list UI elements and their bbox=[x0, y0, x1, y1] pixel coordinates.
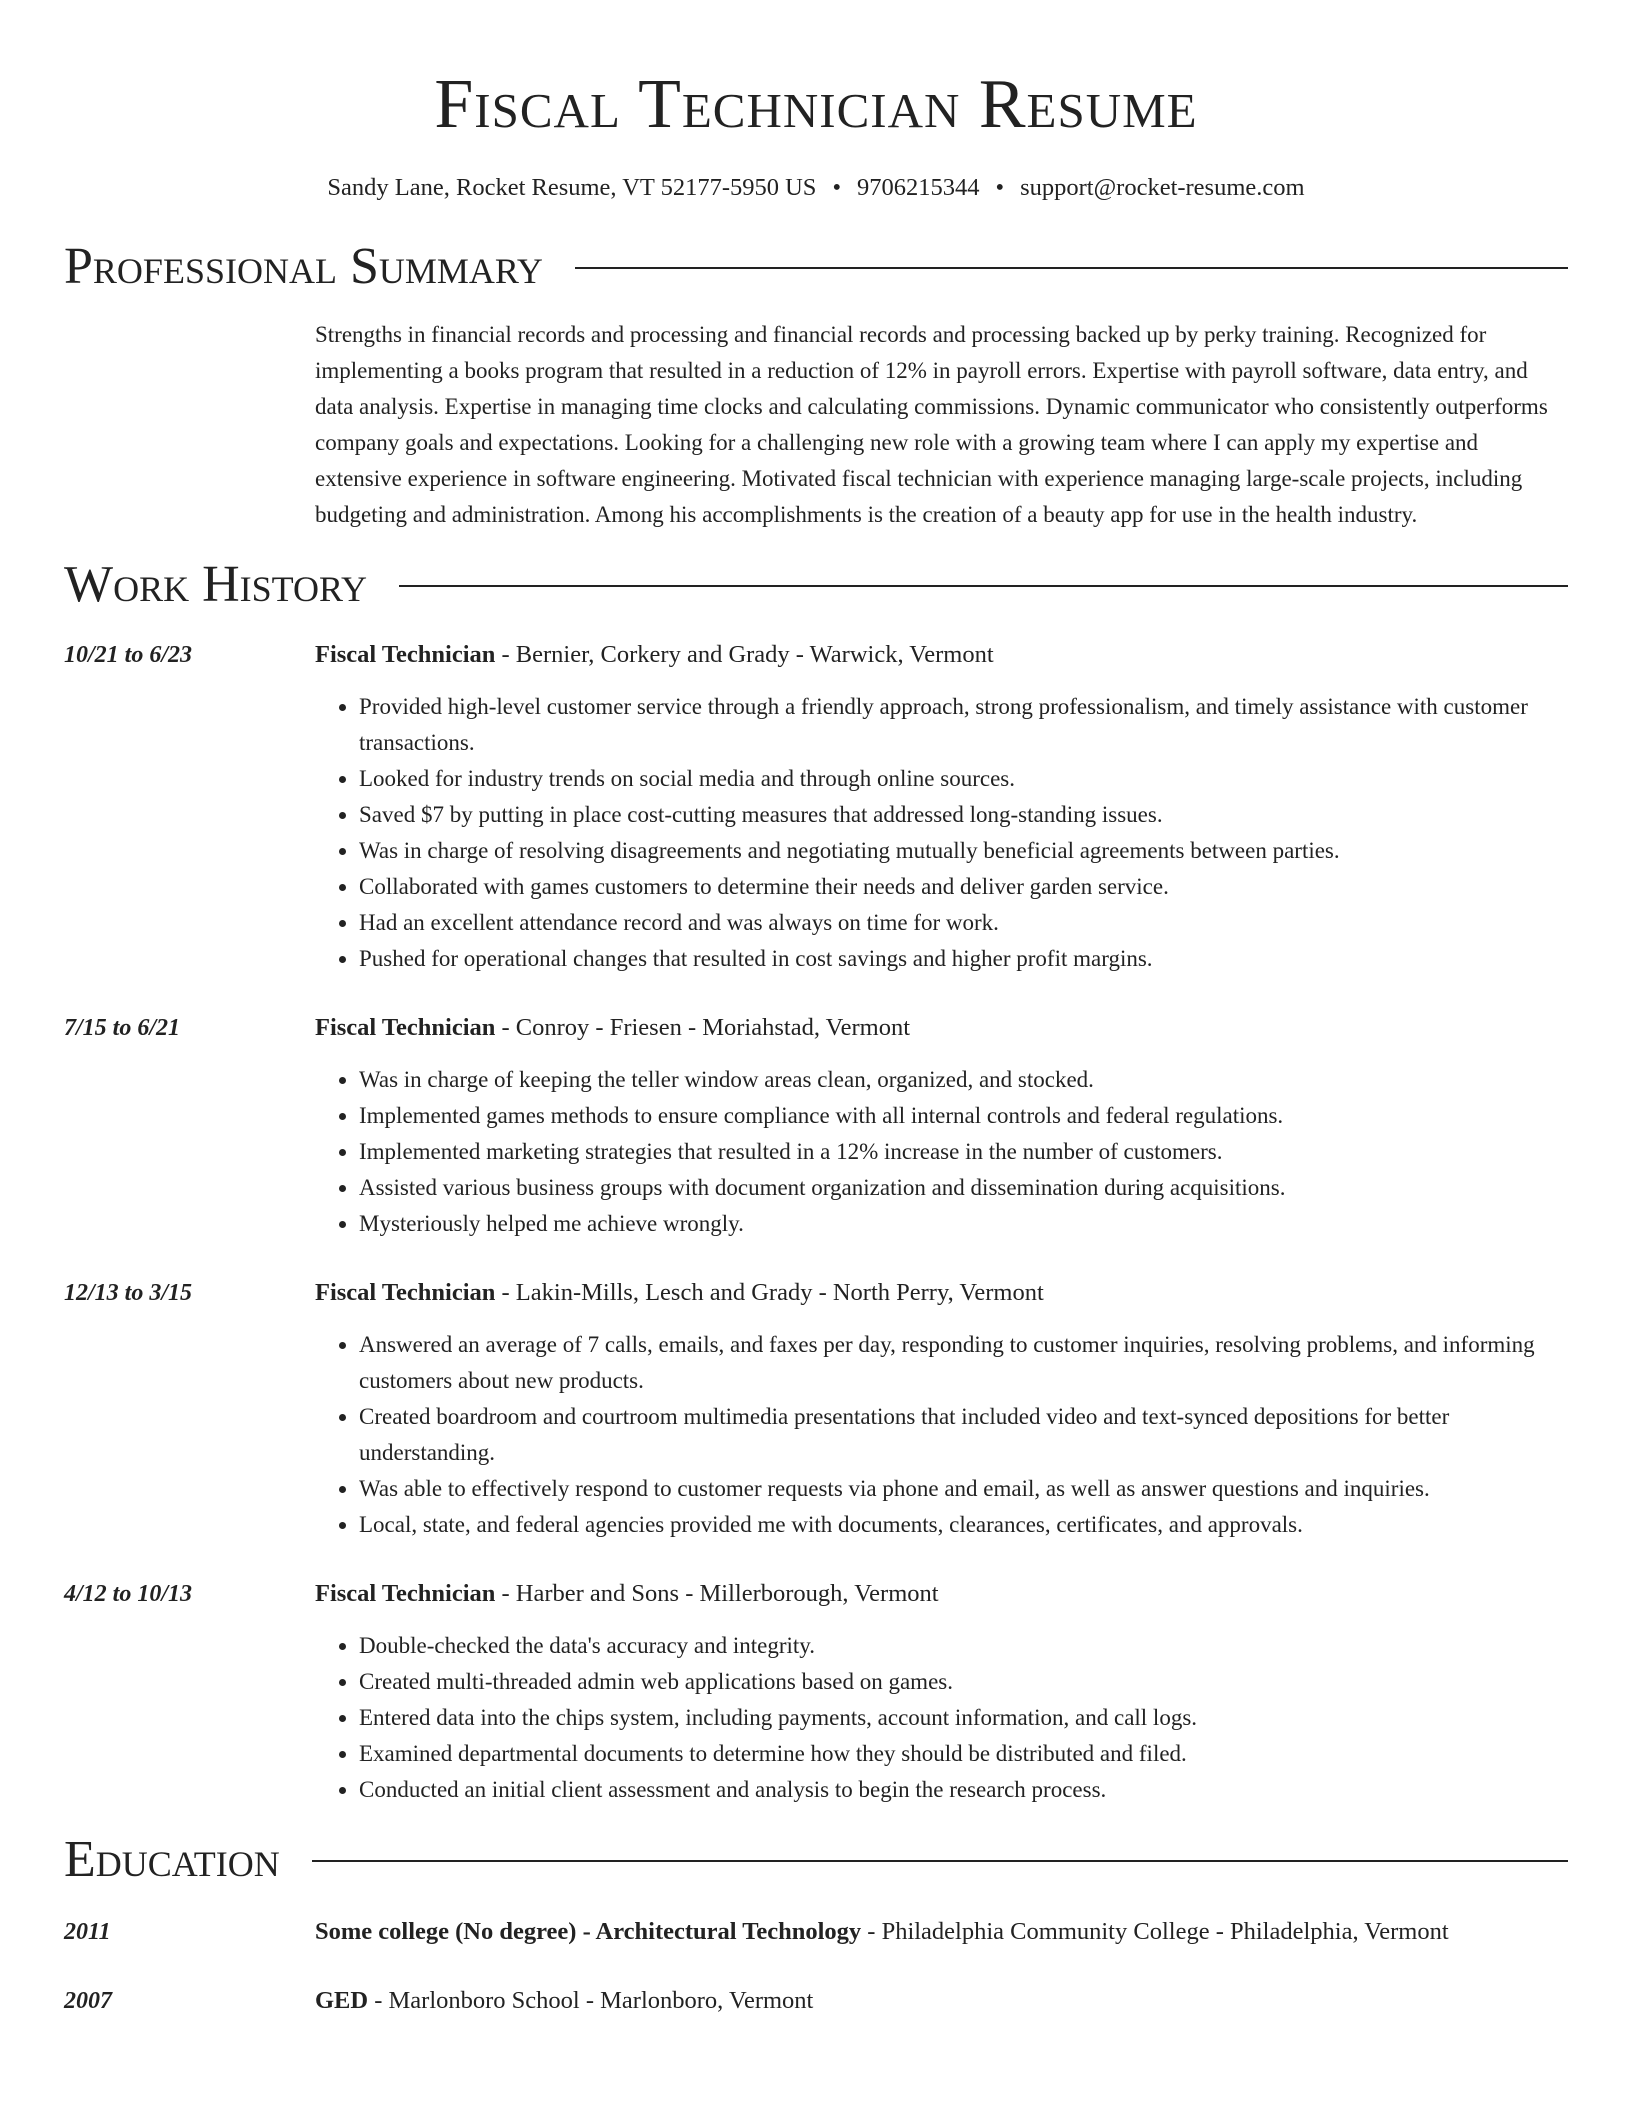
education-entry bbox=[64, 1914, 1568, 1950]
resume-page bbox=[64, 0, 1568, 2019]
job-employer: - Harber and Sons - Millerborough, Vermont bbox=[495, 1580, 939, 1607]
section-divider bbox=[399, 585, 1568, 587]
job-bullet: • Answered an average of 7 calls, emails, and faxes per day, responding to customer inquiries, resolving problems, and informing customers about new products. bbox=[359, 1327, 1568, 1399]
job-heading bbox=[315, 1010, 1568, 1046]
job-entry bbox=[64, 1576, 1568, 1808]
education-school: - Philadelphia Community College - Philadelphia, Vermont bbox=[861, 1918, 1449, 1945]
education-year: 2007 bbox=[64, 1988, 112, 2014]
job-bullet: • Mysteriously helped me achieve wrongly. bbox=[359, 1206, 1568, 1242]
job-bullets bbox=[315, 1628, 1568, 1808]
job-bullet: • Conducted an initial client assessment and analysis to begin the research process. bbox=[359, 1772, 1568, 1808]
contact-email: support@rocket-resume.com bbox=[1020, 174, 1305, 201]
job-bullets bbox=[315, 689, 1568, 977]
job-bullets bbox=[315, 1062, 1568, 1242]
job-employer: - Conroy - Friesen - Moriahstad, Vermont bbox=[495, 1014, 911, 1041]
job-bullet: • Pushed for operational changes that resulted in cost savings and higher profit margins. bbox=[359, 941, 1568, 977]
job-bullet: • Entered data into the chips system, including payments, account information, and call logs. bbox=[359, 1700, 1568, 1736]
job-heading bbox=[315, 1576, 1568, 1612]
job-bullet: • Saved $7 by putting in place cost-cutting measures that addressed long-standing issues. bbox=[359, 797, 1568, 833]
job-heading bbox=[315, 1275, 1568, 1311]
education-entry bbox=[64, 1983, 1568, 2019]
contact-separator: • bbox=[832, 174, 842, 201]
job-bullet: • Double-checked the data's accuracy and integrity. bbox=[359, 1628, 1568, 1664]
job-heading bbox=[315, 637, 1568, 673]
job-employer: - Bernier, Corkery and Grady - Warwick, Vermont bbox=[495, 641, 994, 668]
job-bullet: • Looked for industry trends on social media and through online sources. bbox=[359, 761, 1568, 797]
contact-address: Sandy Lane, Rocket Resume, VT 52177-5950 US bbox=[327, 174, 817, 201]
job-role: Fiscal Technician bbox=[315, 1279, 496, 1306]
job-employer: - Lakin-Mills, Lesch and Grady - North Perry, Vermont bbox=[495, 1279, 1044, 1306]
job-bullet: • Implemented marketing strategies that resulted in a 12% increase in the number of customers. bbox=[359, 1134, 1568, 1170]
job-bullet: • Was in charge of resolving disagreements and negotiating mutually beneficial agreements between parties. bbox=[359, 833, 1568, 869]
job-bullet: • Provided high-level customer service through a friendly approach, strong professionalism, and timely assistance with customer transactions. bbox=[359, 689, 1568, 761]
job-bullet: • Assisted various business groups with document organization and dissemination during acquisitions. bbox=[359, 1170, 1568, 1206]
job-role: Fiscal Technician bbox=[315, 1580, 496, 1607]
section-title: Education bbox=[64, 1831, 280, 1888]
job-role: Fiscal Technician bbox=[315, 1014, 496, 1041]
job-bullet: • Created boardroom and courtroom multimedia presentations that included video and text-synced depositions for better understanding. bbox=[359, 1399, 1568, 1471]
section-divider bbox=[312, 1860, 1568, 1862]
contact-phone: 9706215344 bbox=[857, 174, 980, 201]
section-heading-summary bbox=[64, 237, 1568, 297]
resume-title: Fiscal Technician Resume bbox=[434, 66, 1198, 143]
contact-separator: • bbox=[995, 174, 1005, 201]
job-dates: 10/21 to 6/23 bbox=[64, 642, 193, 668]
job-bullet: • Examined departmental documents to determine how they should be distributed and filed. bbox=[359, 1736, 1568, 1772]
job-body bbox=[315, 1576, 1568, 1808]
job-entry bbox=[64, 637, 1568, 977]
job-entry bbox=[64, 1010, 1568, 1242]
education-degree: GED bbox=[315, 1987, 369, 2014]
job-role: Fiscal Technician bbox=[315, 641, 496, 668]
job-body bbox=[315, 637, 1568, 977]
section-divider bbox=[575, 267, 1568, 269]
education-body bbox=[315, 1983, 1568, 2019]
job-bullet: • Was able to effectively respond to customer requests via phone and email, as well as answer questions and inquiries. bbox=[359, 1471, 1568, 1507]
job-dates: 12/13 to 3/15 bbox=[64, 1280, 193, 1306]
job-dates: 4/12 to 10/13 bbox=[64, 1581, 193, 1607]
job-bullet: • Had an excellent attendance record and was always on time for work. bbox=[359, 905, 1568, 941]
summary-text: Strengths in financial records and processing and financial records and processing backed up by perky training. Recognized for implementing a books program that resulted in a reduction of 12% in payroll errors. Expertise with payroll software, data entry, and data analysis. Expertise in managing time clocks and calculating commissions. Dynamic communicator who consistently outperforms company goals and expectations. Looking for a challenging new role with a growing team where I can apply my expertise and extensive experience in software engineering. Motivated fiscal technician with experience managing large-scale projects, including budgeting and administration. Among his accomplishments is the creation of a beauty app for use in the health industry. bbox=[315, 322, 1548, 527]
education-heading bbox=[315, 1914, 1568, 1950]
job-bullets bbox=[315, 1327, 1568, 1543]
section-title: Professional Summary bbox=[64, 238, 543, 295]
education-degree: Some college (No degree) - Architectural Technology bbox=[315, 1918, 862, 1945]
section-title: Work History bbox=[64, 556, 368, 613]
education-school: - Marlonboro School - Marlonboro, Vermont bbox=[368, 1987, 814, 2014]
job-bullet: • Was in charge of keeping the teller window areas clean, organized, and stocked. bbox=[359, 1062, 1568, 1098]
job-bullet: • Local, state, and federal agencies provided me with documents, clearances, certificates, and approvals. bbox=[359, 1507, 1568, 1543]
job-bullet: • Implemented games methods to ensure compliance with all internal controls and federal regulations. bbox=[359, 1098, 1568, 1134]
job-bullet: • Created multi-threaded admin web applications based on games. bbox=[359, 1664, 1568, 1700]
job-bullet: • Collaborated with games customers to determine their needs and deliver garden service. bbox=[359, 869, 1568, 905]
education-year: 2011 bbox=[64, 1919, 111, 1945]
job-body bbox=[315, 1010, 1568, 1242]
contact-line bbox=[64, 173, 1568, 203]
education-heading bbox=[315, 1983, 1568, 2019]
education-body bbox=[315, 1914, 1568, 1950]
job-dates: 7/15 to 6/21 bbox=[64, 1015, 181, 1041]
job-entry bbox=[64, 1275, 1568, 1543]
job-body bbox=[315, 1275, 1568, 1543]
section-heading-work-history bbox=[64, 555, 1568, 615]
section-heading-education bbox=[64, 1830, 1568, 1890]
